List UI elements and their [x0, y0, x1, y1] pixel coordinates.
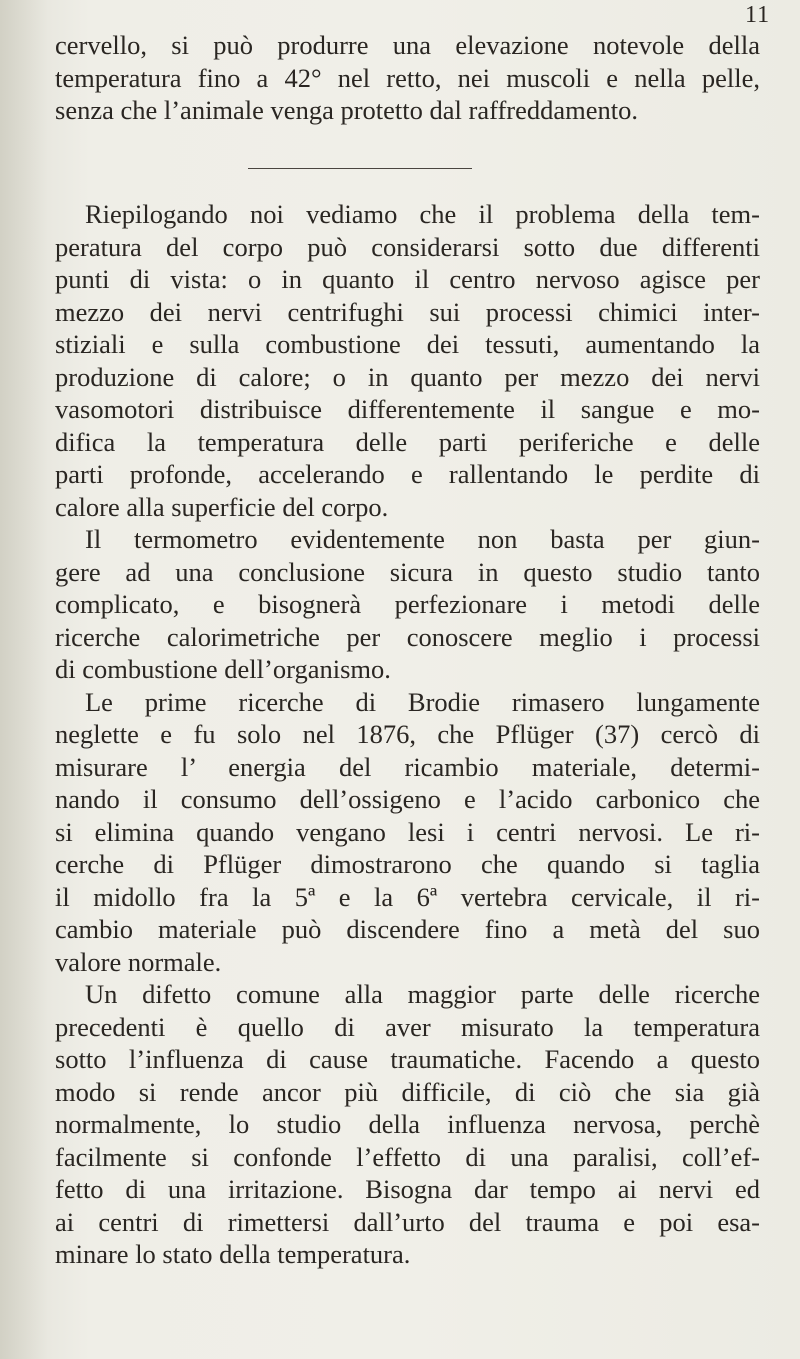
text-line: mezzo dei nervi centrifughi sui processi chimici inter-: [55, 296, 760, 327]
text-line: sotto l’influenza di cause traumatiche. Facendo a questo: [55, 1044, 760, 1074]
text-line: Il termometro evidentemente non basta per giun-: [85, 524, 760, 554]
text-line: misurare l’ energia del ricambio materiale, determi-: [55, 751, 760, 782]
text-line: parti profonde, accelerando e rallentando le perdite di: [55, 459, 760, 489]
text-line: nando il consumo dell’ossigeno e l’acido carbonico che: [55, 784, 760, 814]
section-separator: [248, 168, 472, 169]
text-line: valore normale.: [55, 946, 222, 977]
text-line: Riepilogando noi vediamo che il problema della tem-: [85, 199, 760, 229]
paragraph-top: [55, 29, 760, 127]
text-line: vasomotori distribuisce differentemente il sangue e mo-: [55, 394, 760, 424]
text-line: difica la temperatura delle parti periferiche e delle: [55, 426, 760, 457]
paragraph-1: [55, 198, 760, 523]
text-line: cambio materiale può discendere fino a metà del suo: [55, 914, 760, 944]
paragraph-2: [55, 523, 760, 686]
text-line: minare lo stato della temperatura.: [55, 1239, 411, 1269]
text-line: precedenti è quello di aver misurato la temperatura: [55, 1011, 760, 1042]
text-line: si elimina quando vengano lesi i centri nervosi. Le ri-: [55, 816, 760, 847]
text-line: calore alla superficie del corpo.: [55, 491, 389, 522]
text-line: complicato, e bisognerà perfezionare i metodi delle: [55, 589, 760, 619]
page-gutter-shadow: [0, 0, 48, 1359]
text-line: modo si rende ancor più difficile, di ciò che sia già: [55, 1076, 760, 1107]
text-line: punti di vista: o in quanto il centro nervoso agisce per: [55, 264, 760, 294]
text-line: ricerche calorimetriche per conoscere meglio i processi: [55, 621, 760, 652]
text-line: temperatura fino a 42° nel retto, nei muscoli e nella pelle,: [55, 62, 760, 93]
text-line: cerche di Pflüger dimostrarono che quando si taglia: [55, 849, 760, 879]
text-line: facilmente si confonde l’effetto di una paralisi, coll’ef-: [55, 1141, 760, 1172]
page-number: 11: [745, 2, 771, 28]
text-line: Un difetto comune alla maggior parte delle ricerche: [85, 979, 760, 1009]
text-line: cervello, si può produrre una elevazione notevole della: [55, 30, 760, 60]
text-line: fetto di una irritazione. Bisogna dar tempo ai nervi ed: [55, 1174, 760, 1204]
paragraph-3: [55, 686, 760, 979]
text-line: Le prime ricerche di Brodie rimasero lungamente: [85, 686, 760, 717]
text-line: gere ad una conclusione sicura in questo studio tanto: [55, 556, 760, 587]
text-line: produzione di calore; o in quanto per mezzo dei nervi: [55, 361, 760, 392]
text-line: il midollo fra la 5ª e la 6ª vertebra cervicale, il ri-: [55, 881, 760, 912]
text-line: ai centri di rimettersi dall’urto del trauma e poi esa-: [55, 1206, 760, 1237]
text-line: normalmente, lo studio della influenza nervosa, perchè: [55, 1109, 760, 1139]
text-line: neglette e fu solo nel 1876, che Pflüger (37) cercò di: [55, 719, 760, 749]
body-text: [55, 198, 760, 1271]
text-line: stiziali e sulla combustione dei tessuti, aumentando la: [55, 329, 760, 359]
paragraph-4: [55, 978, 760, 1271]
text-line: peratura del corpo può considerarsi sotto due differenti: [55, 231, 760, 262]
text-line: di combustione dell’organismo.: [55, 654, 391, 684]
text-line: senza che l’animale venga protetto dal raffreddamento.: [55, 95, 638, 125]
